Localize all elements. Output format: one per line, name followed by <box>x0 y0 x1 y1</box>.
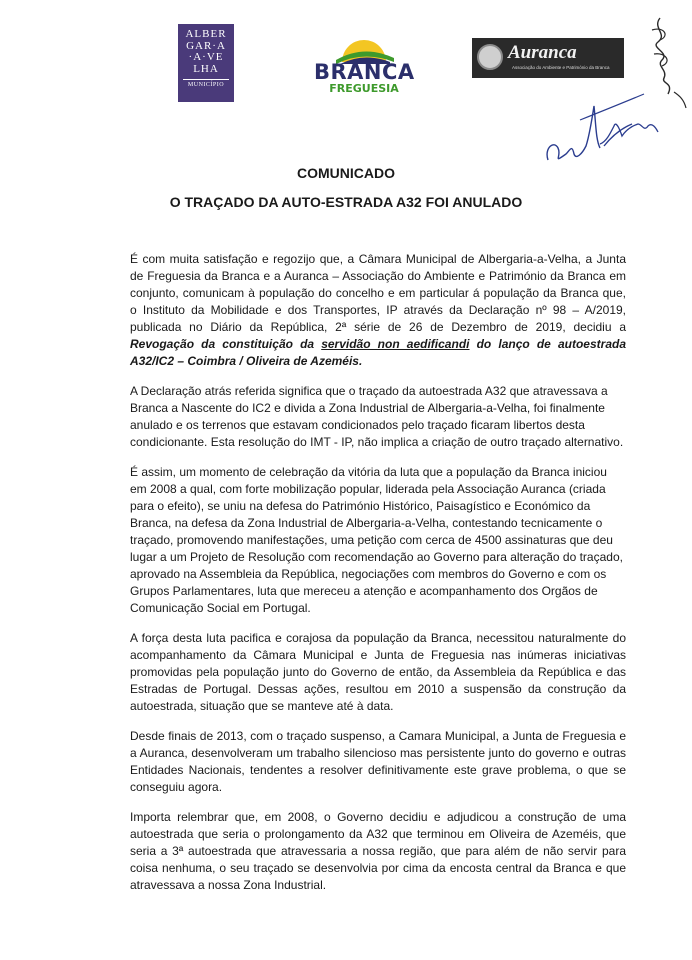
emphasis-text: do lanço de autoestrada A32/IC2 – Coimbra / Oliveira de Azeméis. <box>130 337 626 368</box>
document-title: COMUNICADO <box>297 165 395 181</box>
document-subtitle: O TRAÇADO DA AUTO-ESTRADA A32 FOI ANULADO <box>169 194 523 210</box>
auranca-emblem-icon <box>477 44 503 70</box>
albergaria-logo-subtitle: MUNICÍPIO <box>183 79 229 88</box>
auranca-logo-subtitle: Associação do Ambiente e Património da Branca <box>512 65 610 70</box>
albergaria-municipio-logo <box>178 24 234 102</box>
paragraph: Importa relembrar que, em 2008, o Governo decidiu e adjudicou a construção de uma autoestrada que seria o prolongamento da A32 que terminou em Oliveira de Azeméis, que seria a 3ª autoestrada que atravessaria a nossa região, que para além de não servir para coisa nenhuma, o seu traçado se desenvolvia por cima da encosta central da Branca e que atravessava a nossa Zona Industrial. <box>130 810 626 892</box>
auranca-logo-name: Auranca <box>508 42 577 63</box>
paragraph: Desde finais de 2013, com o traçado suspenso, a Camara Municipal, a Junta de Freguesia e a Auranca, desenvolveram um trabalho silencioso mas persistente junto do governo e outras Entidades Nacionais, tendentes a resolver definitivamente este grave problema, o que se conseguiu agora. <box>130 729 626 794</box>
handwritten-signatures <box>540 8 692 168</box>
paragraph: É assim, um momento de celebração da vitória da luta que a população da Branca iniciou em 2008 a qual, com forte mobilização popular, liderada pela Associação Auranca (criada para o efeito), se uniu na defesa do Património Histórico, Paisagístico e Económico da Branca, na defesa da Zona Industrial de Albergaria-a-Velha, contestando tecnicamente o traçado, promovendo manifestações, uma petição com cerca de 4500 assinaturas que deu lugar a um Projeto de Resolução com recomendação ao Governo para alteração do traçado, aprovado na Assembleia da República, negociações com membros do Governo e com os Grupos Parlamentares, luta que mereceu a atenção e acompanhamento dos Orgãos de Comunicação Social em Portugal. <box>130 465 623 615</box>
albergaria-logo-wordmark <box>185 24 226 75</box>
paragraph: A força desta luta pacifica e corajosa da população da Branca, necessitou naturalmente do acompanhamento da Câmara Municipal e Junta de Freguesia nas inúmeras iniciativas promovidas pela população junto do Governo de então, da Assembleia da República e das Estradas de Portugal. Dessas ações, resultou em 2010 a suspensão da construção da autoestrada, situação que se manteve até à data. <box>130 631 626 713</box>
albergaria-logo-line: LHA <box>193 62 219 75</box>
paragraph-text: É com muita satisfação e regozijo que, a Câmara Municipal de Albergaria-a-Velha, a Junta de Freguesia da Branca e a Auranca – Associação do Ambiente e Património da Branca em conjunto, comunicam à população do concelho e em particular á população da Branca que, o Instituto da Mobilidade e dos Transportes, IP através da Declaração nº 98 – A/2019, publicada no Diário da República, 2ª série de 26 de Dezembro de 2019, decidiu a <box>130 252 626 334</box>
emphasis-underlined-text: servidão non aedificandi <box>321 337 470 351</box>
paragraph: A Declaração atrás referida significa que o traçado da autoestrada A32 que atravessava a Branca a Nascente do IC2 e divida a Zona Industrial de Albergaria-a-Velha, foi finalmente anulado e os terrenos que estavam condicionados pelo traçado ficaram libertos desta condicionante. Esta resolução do IMT - IP, não implica a criação de outro traçado alternativo. <box>130 384 624 449</box>
branca-freguesia-logo <box>314 34 414 96</box>
branca-logo-name: BRANCA <box>314 60 415 84</box>
branca-logo-subtitle: FREGUESIA <box>329 82 399 95</box>
document-body <box>130 251 626 907</box>
albergaria-logo-line: GAR·A <box>186 39 226 52</box>
albergaria-logo-line: ·A·VE <box>188 51 224 63</box>
emphasis-text: Revogação da constituição da <box>130 337 322 351</box>
albergaria-logo-line: ALBER <box>185 28 227 40</box>
paragraph <box>130 251 626 370</box>
